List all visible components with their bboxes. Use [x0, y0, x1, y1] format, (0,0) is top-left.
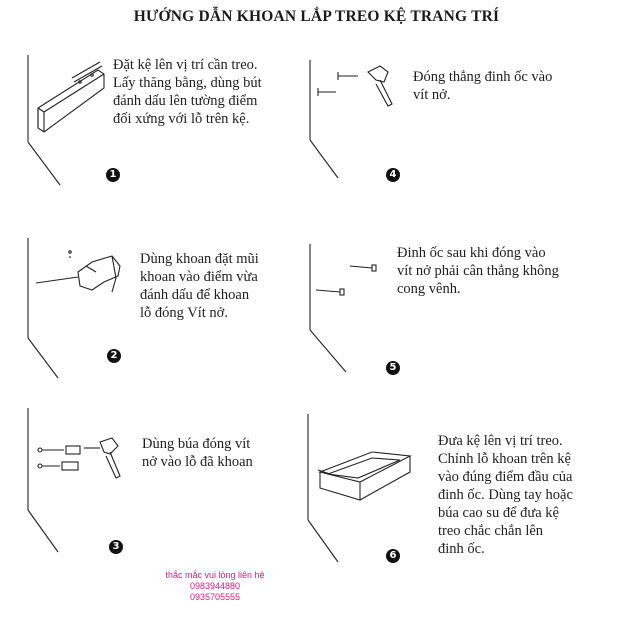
- step-2-number-badge: 2: [107, 349, 121, 363]
- contact-phone-2: 0935705555: [189, 592, 241, 602]
- step-6-number-badge: 6: [386, 549, 400, 563]
- step-1-number-badge: 1: [106, 168, 120, 182]
- step-3-number-badge: 3: [109, 540, 123, 554]
- page-title: HƯỚNG DẪN KHOAN LẮP TREO KỆ TRANG TRÍ: [133, 8, 500, 25]
- step-4-number-badge: 4: [386, 168, 400, 182]
- contact-phone-1: 0983944880: [189, 581, 241, 591]
- step-1-text: Đặt kệ lên vị trí cần treo. Lấy thăng bằng, dùng bút đánh dấu lên tường điểm đối xứng với lỗ trên kệ.: [113, 57, 262, 127]
- step-5-text: Đinh ốc sau khi đóng vào vít nở phải cân thẳng không cong vênh.: [397, 245, 559, 297]
- contact-info: [140, 570, 290, 603]
- contact-note: thắc mắc vui lòng liên hệ: [165, 570, 265, 580]
- step-6-text: Đưa kệ lên vị trí treo. Chỉnh lỗ khoan trên kệ vào đúng điểm đầu của đinh ốc. Dùng tay hoặc búa cao su để đưa kệ treo chắc chắn lên đinh ốc.: [438, 433, 573, 557]
- step-3-text: Dùng búa đóng vít nở vào lỗ đã khoan: [142, 436, 253, 470]
- step-5-number-badge: 5: [386, 361, 400, 375]
- step-2-text: Dùng khoan đặt mũi khoan vào điểm vừa đánh dấu để khoan lỗ đóng Vít nở.: [140, 251, 259, 321]
- step-4-text: Đóng thẳng đinh ốc vào vít nở.: [413, 69, 553, 103]
